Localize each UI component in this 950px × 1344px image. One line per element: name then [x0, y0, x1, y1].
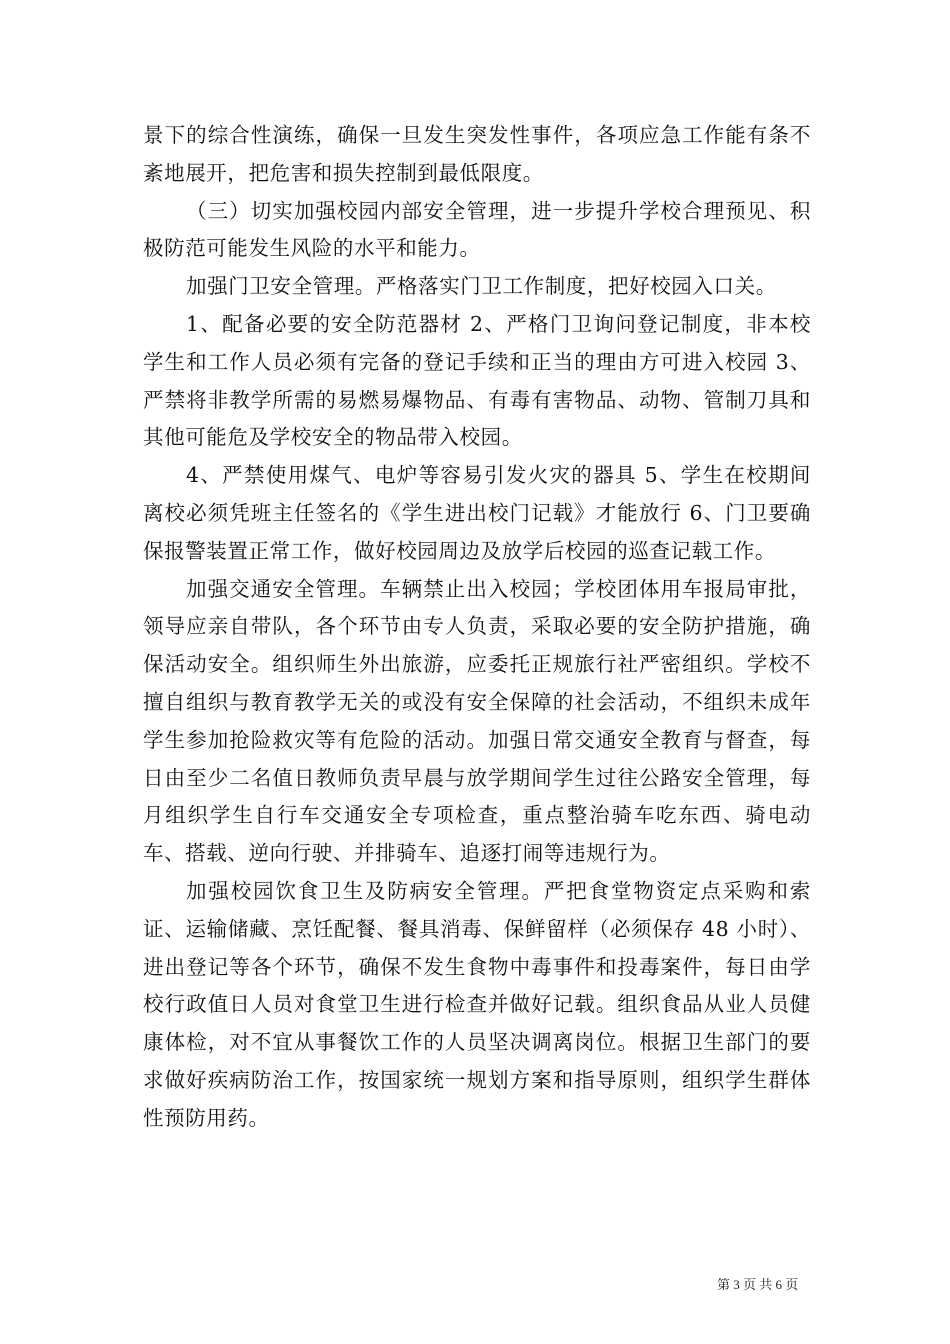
- paragraph-food-safety: 加强校园饮食卫生及防病安全管理。严把食堂物资定点采购和索证、运输储藏、烹饪配餐、餐具消毒、保鲜留样（必须保存 48 小时）、进出登记等各个环节，确保不发生食物中毒事件和投毒案件，每日由学校行政值日人员对食堂卫生进行检查并做好记载。组织食品从业人员健康体检，对不宜从事餐饮工作的人员坚决调离岗位。根据卫生部门的要求做好疾病防治工作，按国家统一规划方案和指导原则，组织学生群体性预防用药。: [143, 878, 811, 1130]
- paragraph-gate-rules-4-6: 4、严禁使用煤气、电炉等容易引发火灾的器具 5、学生在校期间离校必须凭班主任签名的《学生进出校门记载》才能放行 6、门卫要确保报警装置正常工作，做好校园周边及放学后校园的巡查记载工作。: [143, 463, 811, 563]
- paragraph-continuation: 景下的综合性演练，确保一旦发生突发性事件，各项应急工作能有条不紊地展开，把危害和损失控制到最低限度。: [143, 123, 811, 185]
- paragraph-traffic-safety: 加强交通安全管理。车辆禁止出入校园；学校团体用车报局审批，领导应亲自带队，各个环节由专人负责，采取必要的安全防护措施，确保活动安全。组织师生外出旅游，应委托正规旅行社严密组织。学校不擅自组织与教育教学无关的或没有安全保障的社会活动，不组织未成年学生参加抢险救灾等有危险的活动。加强日常交通安全教育与督查，每日由至少二名值日教师负责早晨与放学期间学生过往公路安全管理，每月组织学生自行车交通安全专项检查，重点整治骑车吃东西、骑电动车、搭载、逆向行驶、并排骑车、追逐打闹等违规行为。: [143, 576, 811, 866]
- paragraph-gate-security: 加强门卫安全管理。严格落实门卫工作制度，把好校园入口关。: [186, 274, 777, 299]
- paragraph-gate-rules-1-3: 1、配备必要的安全防范器材 2、严格门卫询问登记制度，非本校学生和工作人员必须有完备的登记手续和正当的理由方可进入校园 3、严禁将非教学所需的易燃易爆物品、有毒有害物品、动物、管制刀具和其他可能危及学校安全的物品带入校园。: [143, 311, 811, 450]
- section-heading-3: （三）切实加强校园内部安全管理，进一步提升学校合理预见、积极防范可能发生风险的水平和能力。: [143, 198, 811, 261]
- page-number: 第 3 页 共 6 页: [717, 1277, 799, 1292]
- document-body: [143, 117, 811, 1138]
